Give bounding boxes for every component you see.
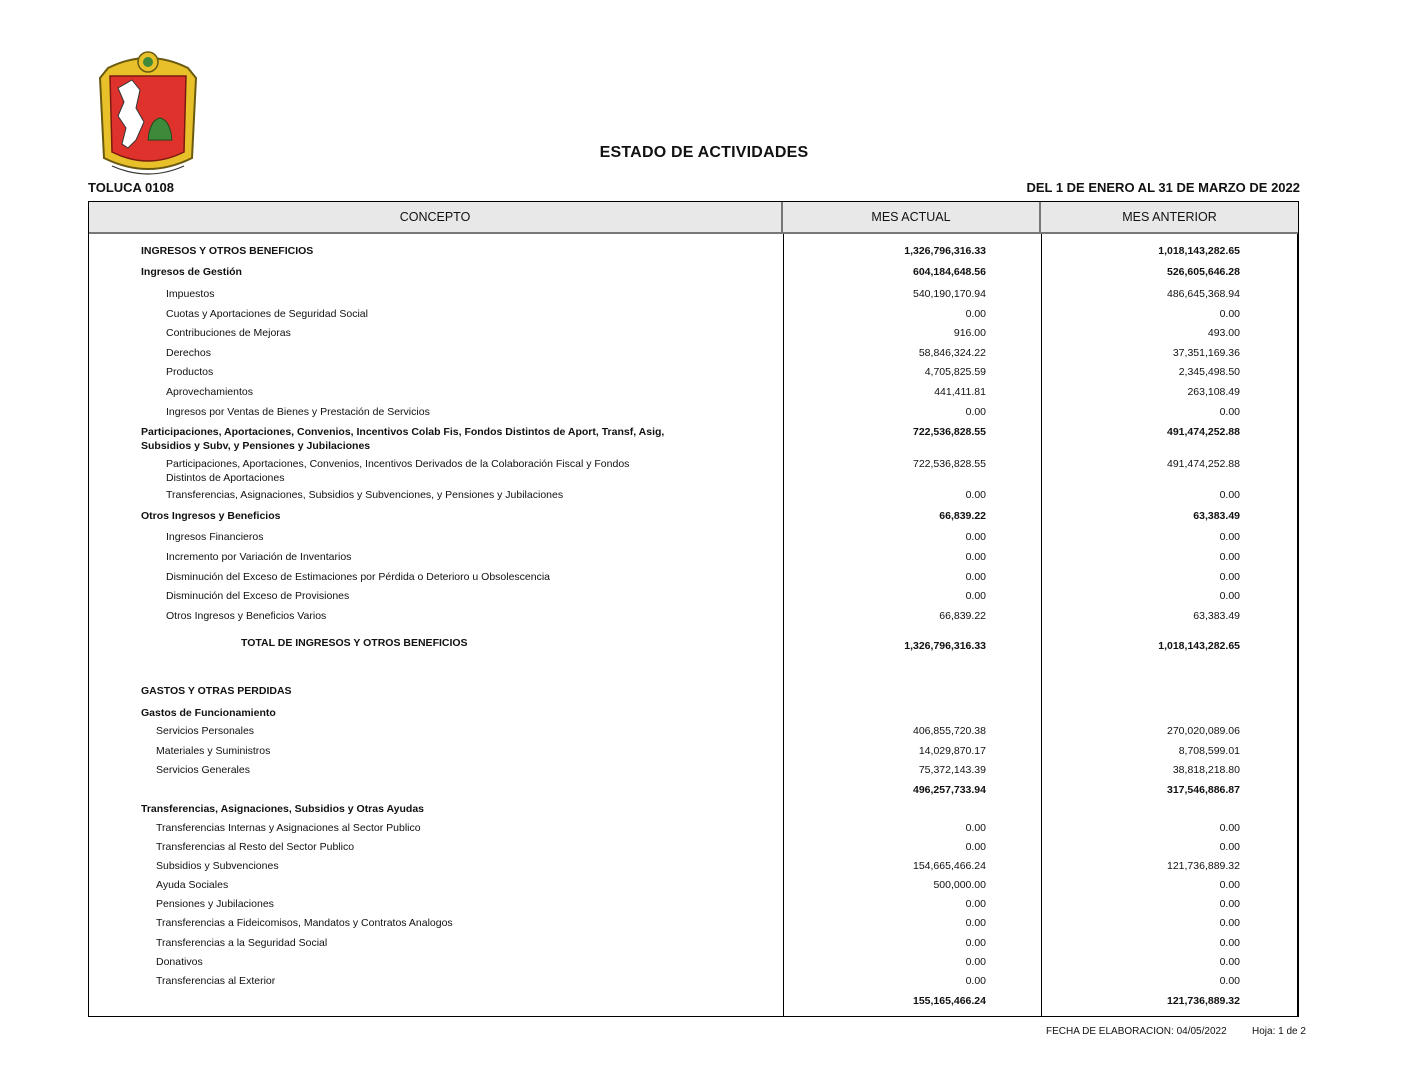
row-concept: Subsidios y Subvenciones	[156, 860, 279, 872]
row-value-mes-anterior: 1,018,143,282.65	[1158, 245, 1240, 257]
row-concept: Ayuda Sociales	[156, 879, 229, 891]
row-value-mes-actual: 406,855,720.38	[913, 725, 986, 737]
row-value-mes-anterior: 0.00	[1219, 590, 1240, 602]
row-value-mes-actual: 66,839.22	[939, 510, 986, 522]
row-value-mes-anterior: 0.00	[1219, 308, 1240, 320]
row-value-mes-actual: 0.00	[965, 975, 986, 987]
row-concept: Donativos	[156, 956, 203, 968]
row-value-mes-anterior: 37,351,169.36	[1172, 347, 1240, 359]
document-title: ESTADO DE ACTIVIDADES	[599, 144, 809, 161]
row-value-mes-actual: 441,411.81	[934, 386, 986, 398]
row-concept: Transferencias, Asignaciones, Subsidios y Subvenciones, y Pensiones y Jubilaciones	[166, 489, 564, 501]
row-concept: Servicios Generales	[156, 764, 250, 776]
row-concept: Materiales y Suministros	[156, 745, 271, 757]
row-value-mes-actual: 1,326,796,316.33	[904, 640, 986, 652]
row-value-mes-actual: 154,665,466.24	[913, 860, 986, 872]
row-concept: Transferencias a la Seguridad Social	[156, 937, 328, 949]
row-value-mes-actual: 540,190,170.94	[913, 288, 986, 300]
row-concept: Derechos	[166, 347, 211, 359]
row-value-mes-actual: 722,536,828.55	[913, 426, 986, 438]
row-value-mes-anterior: 493.00	[1207, 327, 1240, 339]
row-value-mes-anterior: 0.00	[1219, 531, 1240, 543]
row-value-mes-anterior: 63,383.49	[1193, 510, 1240, 522]
row-concept: Participaciones, Aportaciones, Convenios, Incentivos Colab Fis, Fondos Distintos de Aport, Transf, Asig, Subsidios y Subv, y Pensiones y Jubilaciones	[141, 426, 665, 452]
row-value-mes-actual: 0.00	[965, 406, 986, 418]
row-concept: Otros Ingresos y Beneficios Varios	[166, 610, 327, 622]
row-value-mes-actual: 0.00	[965, 531, 986, 543]
row-value-mes-anterior: 0.00	[1219, 406, 1240, 418]
row-concept: Pensiones y Jubilaciones	[156, 898, 274, 910]
page-number: Hoja: 1 de 2	[1252, 1026, 1306, 1037]
row-concept: Transferencias al Exterior	[156, 975, 276, 987]
municipal-seal-logo	[88, 48, 208, 186]
column-header-mes-actual: MES ACTUAL	[783, 202, 1041, 234]
row-value-mes-anterior: 0.00	[1219, 937, 1240, 949]
row-value-mes-anterior: 486,645,368.94	[1167, 288, 1240, 300]
row-value-mes-anterior: 63,383.49	[1193, 610, 1240, 622]
row-value-mes-actual: 0.00	[965, 308, 986, 320]
row-value-mes-anterior: 0.00	[1219, 841, 1240, 853]
row-value-mes-anterior: 0.00	[1219, 571, 1240, 583]
row-value-mes-anterior: 0.00	[1219, 822, 1240, 834]
row-concept: Productos	[166, 366, 214, 378]
row-value-mes-anterior: 270,020,089.06	[1167, 725, 1240, 737]
row-concept: Transferencias al Resto del Sector Publico	[156, 841, 355, 853]
row-concept: TOTAL DE INGRESOS Y OTROS BENEFICIOS	[241, 637, 468, 649]
row-value-mes-anterior: 0.00	[1219, 898, 1240, 910]
row-value-mes-actual: 0.00	[965, 917, 986, 929]
row-concept: GASTOS Y OTRAS PERDIDAS	[141, 685, 292, 697]
row-concept: Transferencias a Fideicomisos, Mandatos y Contratos Analogos	[156, 917, 453, 929]
row-concept: Contribuciones de Mejoras	[166, 327, 291, 339]
row-value-mes-actual: 0.00	[965, 571, 986, 583]
row-value-mes-actual: 0.00	[965, 898, 986, 910]
row-concept: Aprovechamientos	[166, 386, 253, 398]
row-concept: Cuotas y Aportaciones de Seguridad Social	[166, 308, 368, 320]
row-value-mes-actual: 722,536,828.55	[913, 458, 986, 470]
row-concept: Gastos de Funcionamiento	[141, 707, 276, 719]
row-concept: Incremento por Variación de Inventarios	[166, 551, 352, 563]
row-value-mes-anterior: 121,736,889.32	[1167, 860, 1240, 872]
row-concept-continuation: Subsidios y Subv, y Pensiones y Jubilaciones	[141, 440, 371, 452]
row-concept: Ingresos por Ventas de Bienes y Prestación de Servicios	[166, 406, 430, 418]
row-value-mes-anterior: 526,605,646.28	[1167, 266, 1240, 278]
row-value-mes-anterior: 0.00	[1219, 879, 1240, 891]
row-value-mes-anterior: 317,546,886.87	[1167, 784, 1240, 796]
row-value-mes-anterior: 0.00	[1219, 551, 1240, 563]
row-value-mes-actual: 604,184,648.56	[913, 266, 986, 278]
row-value-mes-actual: 75,372,143.39	[918, 764, 986, 776]
row-value-mes-anterior: 0.00	[1219, 489, 1240, 501]
column-header-concepto: CONCEPTO	[89, 202, 783, 234]
row-value-mes-actual: 0.00	[965, 937, 986, 949]
row-concept: INGRESOS Y OTROS BENEFICIOS	[141, 245, 314, 257]
activities-table	[88, 201, 1299, 1017]
row-value-mes-anterior: 2,345,498.50	[1178, 366, 1240, 378]
column-divider	[1297, 234, 1298, 1016]
row-concept: Disminución del Exceso de Estimaciones por Pérdida o Deterioro u Obsolescencia	[166, 571, 551, 583]
row-value-mes-anterior: 263,108.49	[1187, 386, 1240, 398]
row-value-mes-actual: 916.00	[953, 327, 986, 339]
row-value-mes-actual: 0.00	[965, 841, 986, 853]
row-concept: Transferencias Internas y Asignaciones al Sector Publico	[156, 822, 421, 834]
row-value-mes-actual: 0.00	[965, 590, 986, 602]
column-divider	[783, 234, 784, 1016]
row-concept: Ingresos de Gestión	[141, 266, 242, 278]
row-value-mes-anterior: 491,474,252.88	[1167, 426, 1240, 438]
row-concept: Disminución del Exceso de Provisiones	[166, 590, 350, 602]
row-concept: Servicios Personales	[156, 725, 255, 737]
row-value-mes-anterior: 38,818,218.80	[1172, 764, 1240, 776]
row-concept: Participaciones, Aportaciones, Convenios, Incentivos Derivados de la Colaboración Fiscal y Fondos Distintos de Aportaciones	[166, 458, 630, 484]
row-concept: Impuestos	[166, 288, 215, 300]
row-value-mes-actual: 4,705,825.59	[924, 366, 986, 378]
row-value-mes-actual: 0.00	[965, 956, 986, 968]
row-value-mes-actual: 66,839.22	[939, 610, 986, 622]
column-header-mes-anterior: MES ANTERIOR	[1041, 202, 1298, 234]
row-value-mes-actual: 0.00	[965, 551, 986, 563]
row-value-mes-anterior: 8,708,599.01	[1178, 745, 1240, 757]
row-value-mes-actual: 496,257,733.94	[913, 784, 986, 796]
row-value-mes-actual: 1,326,796,316.33	[904, 245, 986, 257]
row-concept-continuation: Distintos de Aportaciones	[166, 472, 285, 484]
entity-code: TOLUCA 0108	[88, 180, 174, 195]
row-value-mes-anterior: 121,736,889.32	[1167, 995, 1240, 1007]
row-concept: Otros Ingresos y Beneficios	[141, 510, 281, 522]
row-concept: Ingresos Financieros	[166, 531, 264, 543]
elaboration-date: FECHA DE ELABORACION: 04/05/2022	[1046, 1026, 1227, 1037]
row-value-mes-actual: 14,029,870.17	[918, 745, 986, 757]
row-value-mes-actual: 58,846,324.22	[918, 347, 986, 359]
row-value-mes-actual: 0.00	[965, 489, 986, 501]
row-value-mes-anterior: 1,018,143,282.65	[1158, 640, 1240, 652]
row-value-mes-actual: 500,000.00	[933, 879, 986, 891]
row-value-mes-actual: 0.00	[965, 822, 986, 834]
row-value-mes-anterior: 491,474,252.88	[1167, 458, 1240, 470]
row-value-mes-actual: 155,165,466.24	[913, 995, 986, 1007]
report-period: DEL 1 DE ENERO AL 31 DE MARZO DE 2022	[1026, 180, 1300, 195]
row-value-mes-anterior: 0.00	[1219, 917, 1240, 929]
row-concept: Transferencias, Asignaciones, Subsidios y Otras Ayudas	[141, 803, 425, 815]
row-value-mes-anterior: 0.00	[1219, 975, 1240, 987]
row-value-mes-anterior: 0.00	[1219, 956, 1240, 968]
